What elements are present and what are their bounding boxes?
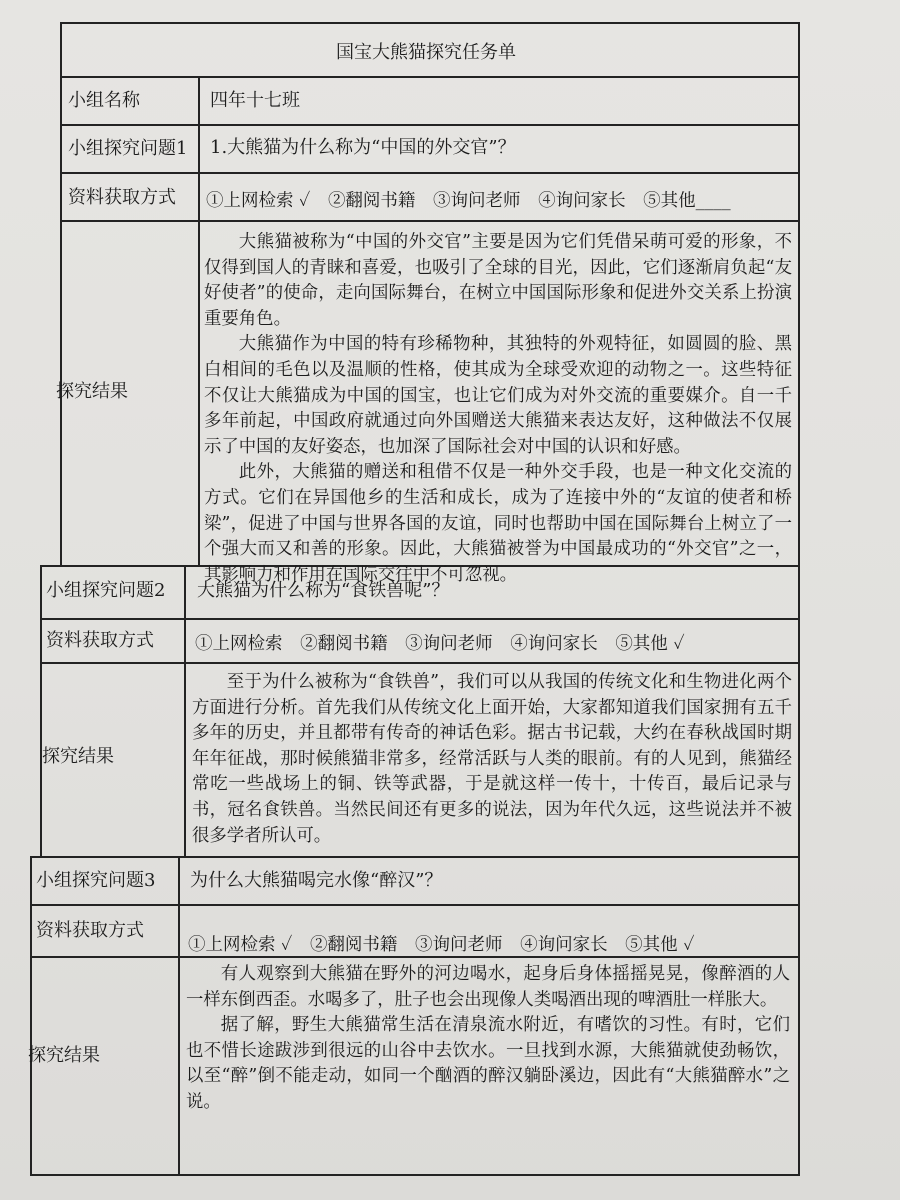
rule — [60, 172, 800, 174]
method-2-label: 资料获取方式 — [46, 630, 154, 651]
method-option: ②翻阅书籍 — [309, 935, 398, 955]
method-option: ④询问家长 — [520, 935, 608, 955]
question-2-label: 小组探究问题2 — [46, 580, 166, 601]
method-option: ④询问家长 — [538, 191, 626, 211]
question-3-label: 小组探究问题3 — [36, 870, 156, 891]
method-option: ④询问家长 — [510, 634, 598, 654]
result-2-body — [192, 670, 792, 849]
method-option: ①上网检索 — [195, 634, 283, 654]
method-option: ③询问老师 — [433, 191, 521, 211]
result-3-body — [186, 962, 790, 1116]
question-1-text: 1.大熊猫为什么称为“中国的外交官”？ — [210, 137, 516, 158]
method-option: ⑤其他 ✓ — [615, 634, 685, 654]
method-option: ⑤其他 ✓ — [625, 935, 695, 955]
question-3-text: 为什么大熊猫喝完水像“醉汉”？ — [190, 870, 443, 891]
question-1-label: 小组探究问题1 — [68, 138, 188, 159]
rule — [184, 565, 186, 856]
result-paragraph: 大熊猫作为中国的特有珍稀物种，其独特的外观特征，如圆圆的脸、黑白相间的毛色以及温顺的性格，使其成为全球受欢迎的动物之一。这些特征不仅让大熊猫成为中国的国宝，也让它们成为对外交流的重要媒介。自一千多年前起，中国政府就通过向外国赠送大熊猫来表达友好，这种做法不仅展示了中国的友好姿态，也加深了国际社会对中国的认识和好感。 — [204, 334, 792, 457]
rule — [178, 856, 180, 1176]
rule — [40, 618, 800, 620]
result-3-label: 探究结果 — [28, 1045, 100, 1066]
worksheet-title: 国宝大熊猫探究任务单 — [336, 42, 516, 63]
rule — [60, 22, 800, 24]
question-2-text: 大熊猫为什么称为“食铁兽呢”？ — [197, 580, 450, 601]
rule — [40, 565, 42, 856]
method-option: ①上网检索 ✓ — [188, 935, 293, 955]
rule — [60, 220, 800, 222]
method-option: ③询问老师 — [405, 634, 493, 654]
result-paragraph: 至于为什么被称为“食铁兽”，我们可以从我国的传统文化和生物进化两个方面进行分析。首先我们从传统文化上面开始，大家都知道我们国家拥有五千多年的历史，并且都带有传奇的神话色彩。据古书记载，大约在春秋战国时期年年征战，那时候熊猫非常多，经常活跃与人类的眼前。有的人见到，熊猫经常吃一些战场上的铜、铁等武器，于是就这样一传十，十传百，最后记录与书，冠名食铁兽。当然民间还有更多的说法，因为年代久远，这些说法并不被很多学者所认可。 — [192, 672, 792, 846]
rule — [798, 22, 800, 1176]
method-option: ⑤其他____ — [643, 191, 731, 211]
result-1-body — [204, 230, 792, 588]
rule — [60, 76, 800, 78]
method-1-label: 资料获取方式 — [68, 187, 176, 208]
method-option: ③询问老师 — [415, 935, 503, 955]
result-1-label: 探究结果 — [56, 381, 128, 402]
method-option: ②翻阅书籍 — [300, 634, 388, 654]
rule — [60, 124, 800, 126]
result-paragraph: 据了解，野生大熊猫常生活在清泉流水附近，有嗜饮的习性。有时，它们也不惜长途跋涉到很远的山谷中去饮水。一旦找到水源，大熊猫就使劲畅饮，以至“醉”倒不能走动，如同一个酗酒的醉汉躺卧溪边，因此有“大熊猫醉水”之说。 — [186, 1015, 790, 1112]
result-2-label: 探究结果 — [42, 746, 114, 767]
method-2-options — [195, 630, 697, 655]
rule — [30, 1174, 800, 1176]
method-3-options — [188, 931, 707, 956]
method-option: ②翻阅书籍 — [327, 191, 416, 211]
rule — [30, 904, 800, 906]
method-3-label: 资料获取方式 — [36, 920, 144, 941]
result-paragraph: 有人观察到大熊猫在野外的河边喝水，起身后身体摇摇晃晃，像醉酒的人一样东倒西歪。水喝多了，肚子也会出现像人类喝酒出现的啤酒肚一样胀大。 — [186, 964, 790, 1010]
result-paragraph: 此外，大熊猫的赠送和租借不仅是一种外交手段，也是一种文化交流的方式。它们在异国他乡的生活和成长，成为了连接中外的“友谊的使者和桥梁”，促进了中国与世界各国的友谊，同时也帮助中国在国际舞台上树立了一个强大而又和善的形象。因此，大熊猫被誉为中国最成功的“外交官”之一，其影响力和作用在国际交往中不可忽视。 — [204, 462, 792, 585]
group-name-label: 小组名称 — [68, 90, 140, 111]
rule — [198, 76, 200, 565]
method-1-options — [206, 187, 743, 212]
rule — [30, 856, 32, 1176]
rule — [60, 22, 62, 565]
method-option: ①上网检索 ✓ — [206, 191, 311, 211]
group-name-value: 四年十七班 — [210, 90, 300, 111]
rule — [30, 956, 800, 958]
rule — [40, 662, 800, 664]
result-paragraph: 大熊猫被称为“中国的外交官”主要是因为它们凭借呆萌可爱的形象，不仅得到国人的青睐和喜爱，也吸引了全球的目光，因此，它们逐渐肩负起“友好使者”的使命，走向国际舞台，在树立中国国际形象和促进外交关系上扮演重要角色。 — [204, 232, 792, 329]
rule — [30, 856, 800, 858]
